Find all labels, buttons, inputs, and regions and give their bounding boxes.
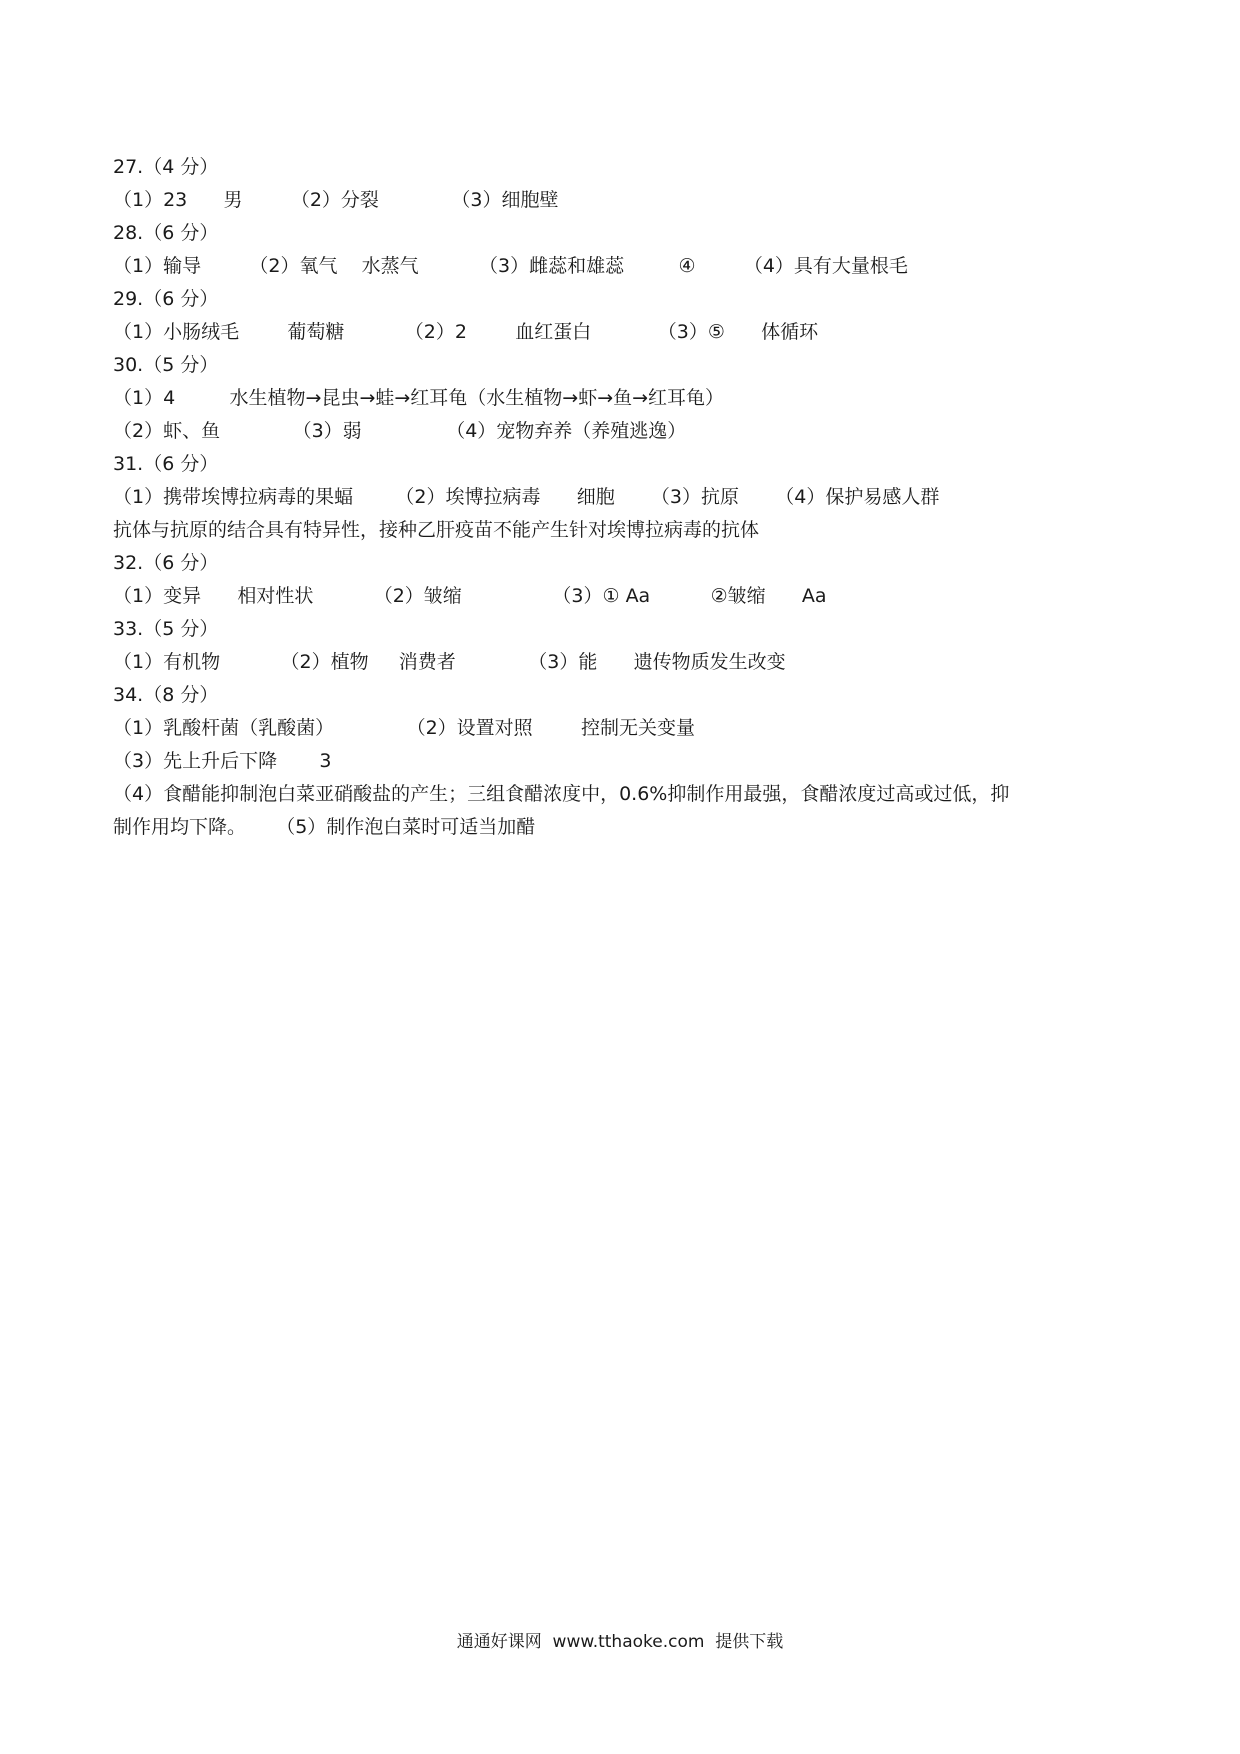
- question-34-answers-line-2: （3）先上升后下降 3: [113, 750, 332, 772]
- question-27-heading: 27.（4 分）: [113, 156, 219, 178]
- page-footer: 通通好课网 www.tthaoke.com 提供下载: [456, 1632, 784, 1652]
- question-30-answers-line-2: （2）虾、鱼 （3）弱 （4）宠物弃养（养殖逃逸）: [113, 420, 687, 442]
- question-33-heading: 33.（5 分）: [113, 618, 219, 640]
- question-30-answers-line-1: （1）4 水生植物→昆虫→蛙→红耳龟（水生植物→虾→鱼→红耳龟）: [113, 387, 725, 409]
- question-31-answers-line-2: 抗体与抗原的结合具有特异性，接种乙肝疫苗不能产生针对埃博拉病毒的抗体: [113, 519, 760, 541]
- question-33-answers: （1）有机物 （2）植物 消费者 （3）能 遗传物质发生改变: [113, 651, 786, 673]
- question-31-heading: 31.（6 分）: [113, 453, 219, 475]
- question-34-answers-line-1: （1）乳酸杆菌（乳酸菌） （2）设置对照 控制无关变量: [113, 717, 695, 739]
- question-32-answers: （1）变异 相对性状 （2）皱缩 （3）① Aa ②皱缩 Aa: [113, 585, 827, 607]
- question-29-heading: 29.（6 分）: [113, 288, 219, 310]
- question-34-heading: 34.（8 分）: [113, 684, 219, 706]
- question-28-answers: （1）输导 （2）氧气 水蒸气 （3）雌蕊和雄蕊 ④ （4）具有大量根毛: [113, 255, 908, 277]
- question-27-answers: （1）23 男 （2）分裂 （3）细胞壁: [113, 189, 559, 211]
- question-34-answers-line-4: 制作用均下降。 （5）制作泡白菜时可适当加醋: [113, 816, 536, 838]
- answer-key-content: [113, 151, 1143, 844]
- question-29-answers: （1）小肠绒毛 葡萄糖 （2）2 血红蛋白 （3）⑤ 体循环: [113, 321, 819, 343]
- question-28-heading: 28.（6 分）: [113, 222, 219, 244]
- question-30-heading: 30.（5 分）: [113, 354, 219, 376]
- question-32-heading: 32.（6 分）: [113, 552, 219, 574]
- question-34-answers-line-3: （4）食醋能抑制泡白菜亚硝酸盐的产生；三组食醋浓度中，0.6%抑制作用最强，食醋浓度过高或过低，抑: [113, 783, 1010, 805]
- question-31-answers-line-1: （1）携带埃博拉病毒的果蝠 （2）埃博拉病毒 细胞 （3）抗原 （4）保护易感人群: [113, 486, 940, 508]
